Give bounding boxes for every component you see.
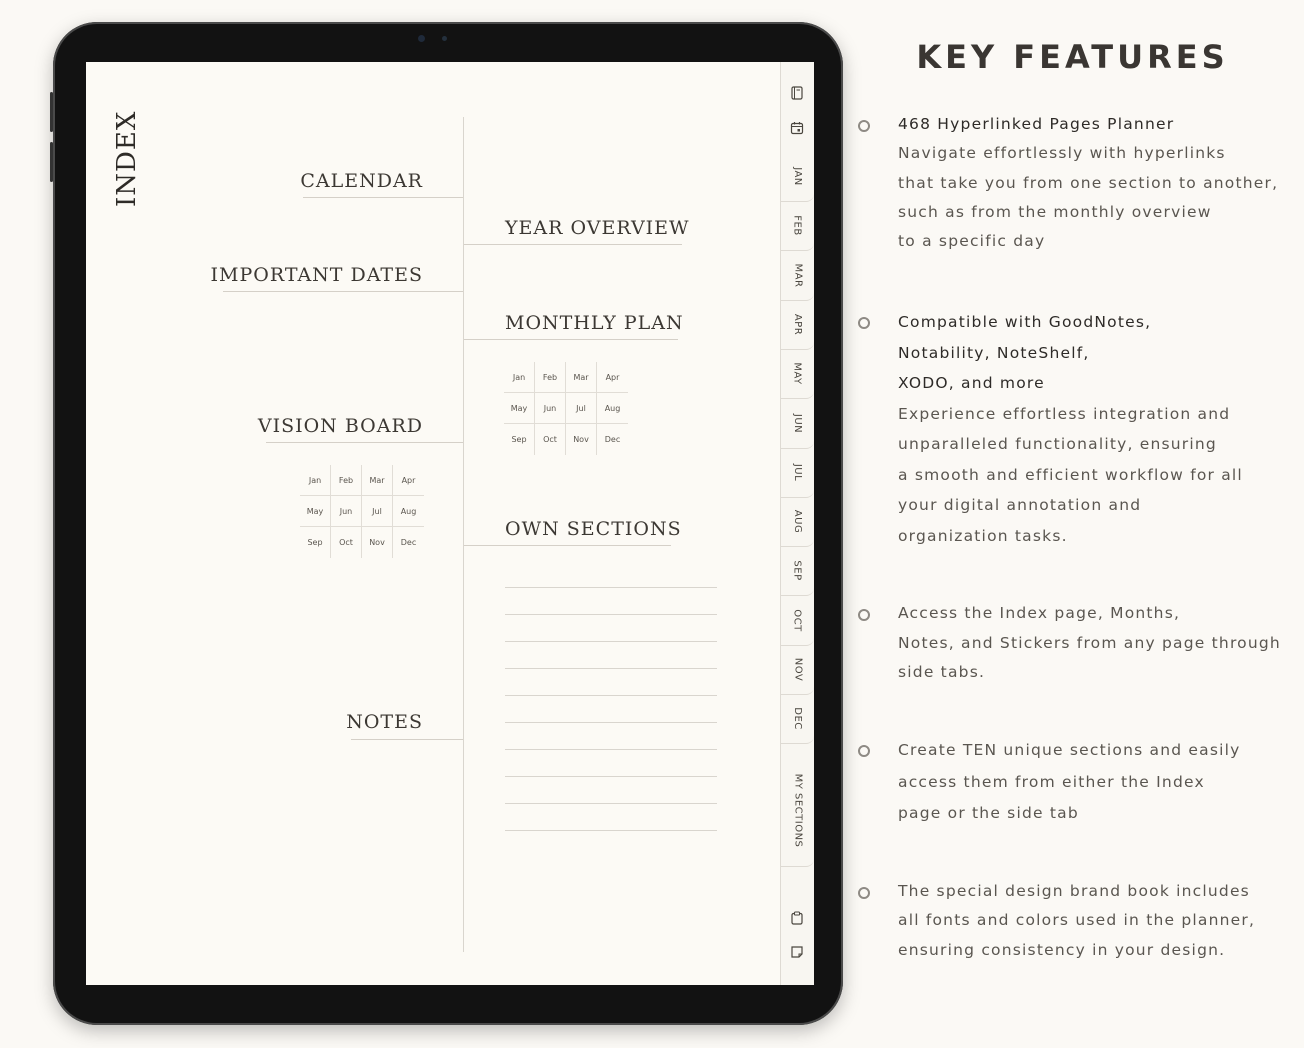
bullet-icon [858,745,870,757]
month-cell[interactable]: Nov [566,424,597,455]
divider [303,197,463,198]
own-section-line[interactable] [505,749,717,750]
month-cell[interactable]: Mar [566,362,597,393]
tab-may[interactable]: MAY [781,349,814,399]
month-cell[interactable]: May [504,393,535,424]
month-cell[interactable]: May [300,496,331,527]
important-dates-link[interactable]: IMPORTANT DATES [210,264,423,286]
feature-description: Notes, and Stickers from any page through [898,633,1281,652]
vision-board-month-grid [300,465,424,558]
tab-feb[interactable]: FEB [781,201,814,251]
feature-heading: Compatible with GoodNotes, [898,313,1152,331]
own-section-line[interactable] [505,695,717,696]
feature-description: all fonts and colors used in the planner, [898,911,1256,930]
feature-description: page or the side tab [898,804,1079,822]
tab-sep[interactable]: SEP [781,546,814,596]
feature-text [898,599,1298,688]
month-cell[interactable]: Jul [566,393,597,424]
month-cell[interactable]: Jan [504,362,535,393]
month-cell[interactable]: Aug [393,496,424,527]
page-title: INDEX [112,110,142,207]
feature-description: organization tasks. [898,526,1068,545]
own-section-line[interactable] [505,641,717,642]
feature-description: Access the Index page, Months, [898,604,1181,622]
sensor-icon [442,36,447,41]
bullet-icon [858,609,870,621]
key-features-title: KEY FEATURES [916,38,1229,76]
month-cell[interactable]: Dec [604,435,621,444]
own-section-line[interactable] [505,587,717,588]
feature-heading: XODO, and more [898,374,1045,392]
month-cell[interactable]: Mar [362,465,393,496]
month-cell[interactable]: Apr [597,362,628,393]
month-cell[interactable]: Jun [535,393,566,424]
tab-nov[interactable]: NOV [781,645,814,695]
own-section-line[interactable] [505,830,717,831]
calendar-link[interactable]: CALENDAR [300,170,423,192]
volume-button [50,142,53,182]
month-cell[interactable]: Oct [331,527,362,558]
feature-description: Experience effortless integration and [898,404,1231,423]
bullet-icon [858,120,870,132]
planner-screen [86,62,814,985]
divider [266,442,463,443]
month-cell[interactable]: Dec [400,538,417,547]
feature-text [898,877,1298,965]
own-section-line[interactable] [505,722,717,723]
feature-text [898,110,1298,256]
year-overview-link[interactable]: YEAR OVERVIEW [505,217,690,239]
month-cell[interactable]: Feb [331,465,362,496]
notebook-icon[interactable] [790,86,804,100]
feature-description: access them from either the Index [898,772,1205,791]
feature-description: your digital annotation and [898,496,1142,514]
monthly-plan-link[interactable]: MONTHLY PLAN [505,312,684,334]
tablet-frame [53,22,843,1025]
divider [464,244,682,245]
feature-text [898,307,1298,551]
tab-dec[interactable]: DEC [781,694,814,744]
feature-description: a smooth and efficient workflow for all [898,465,1243,484]
month-cell[interactable]: Sep [300,527,331,558]
month-cell[interactable]: Nov [362,527,393,558]
month-cell[interactable]: Jul [362,496,393,527]
feature-description: that take you from one section to another, [898,173,1279,192]
monthly-plan-month-grid [504,362,628,455]
bullet-icon [858,317,870,329]
feature-description: Create TEN unique sections and easily [898,741,1241,759]
tab-jul[interactable]: JUL [781,448,814,498]
month-cell[interactable]: Apr [393,465,424,496]
volume-button [50,92,53,132]
tab-oct[interactable]: OCT [781,596,814,646]
tab-mar[interactable]: MAR [781,251,814,301]
month-cell[interactable]: Feb [535,362,566,393]
feature-heading: 468 Hyperlinked Pages Planner [898,115,1175,133]
own-section-line[interactable] [505,668,717,669]
own-section-line[interactable] [505,614,717,615]
tab-jan[interactable]: JAN [781,152,814,202]
divider [223,291,463,292]
feature-description: Navigate effortlessly with hyperlinks [898,144,1226,163]
feature-description: such as from the monthly overview [898,202,1212,221]
feature-description: to a specific day [898,232,1046,251]
month-cell[interactable]: Aug [597,393,628,424]
notes-link[interactable]: NOTES [346,711,423,733]
vision-board-link[interactable]: VISION BOARD [257,415,423,437]
calendar-icon[interactable] [790,121,804,135]
feature-description: ensuring consistency in your design. [898,940,1226,959]
side-tab-bar [780,62,814,985]
note-icon[interactable] [790,945,804,959]
month-cell[interactable]: Jan [300,465,331,496]
tab-aug[interactable]: AUG [781,497,814,547]
divider [351,739,463,740]
feature-description: side tabs. [898,663,986,681]
month-cell[interactable]: Sep [504,424,535,455]
feature-heading: Notability, NoteShelf, [898,343,1090,362]
divider [464,339,678,340]
tab-jun[interactable]: JUN [781,399,814,449]
own-sections-link[interactable]: OWN SECTIONS [505,518,682,540]
own-section-line[interactable] [505,776,717,777]
bullet-icon [858,887,870,899]
tab-apr[interactable]: APR [781,300,814,350]
feature-description: unparalleled functionality, ensuring [898,435,1217,453]
feature-description: The special design brand book includes [898,882,1250,900]
month-cell[interactable]: Oct [535,424,566,455]
month-cell[interactable]: Jun [331,496,362,527]
own-section-line[interactable] [505,803,717,804]
index-divider [463,117,464,952]
feature-text [898,735,1298,830]
clipboard-icon[interactable] [790,911,804,925]
divider [464,545,671,546]
tab-my-sections[interactable]: MY SECTIONS [781,754,814,867]
camera-icon [418,35,425,42]
